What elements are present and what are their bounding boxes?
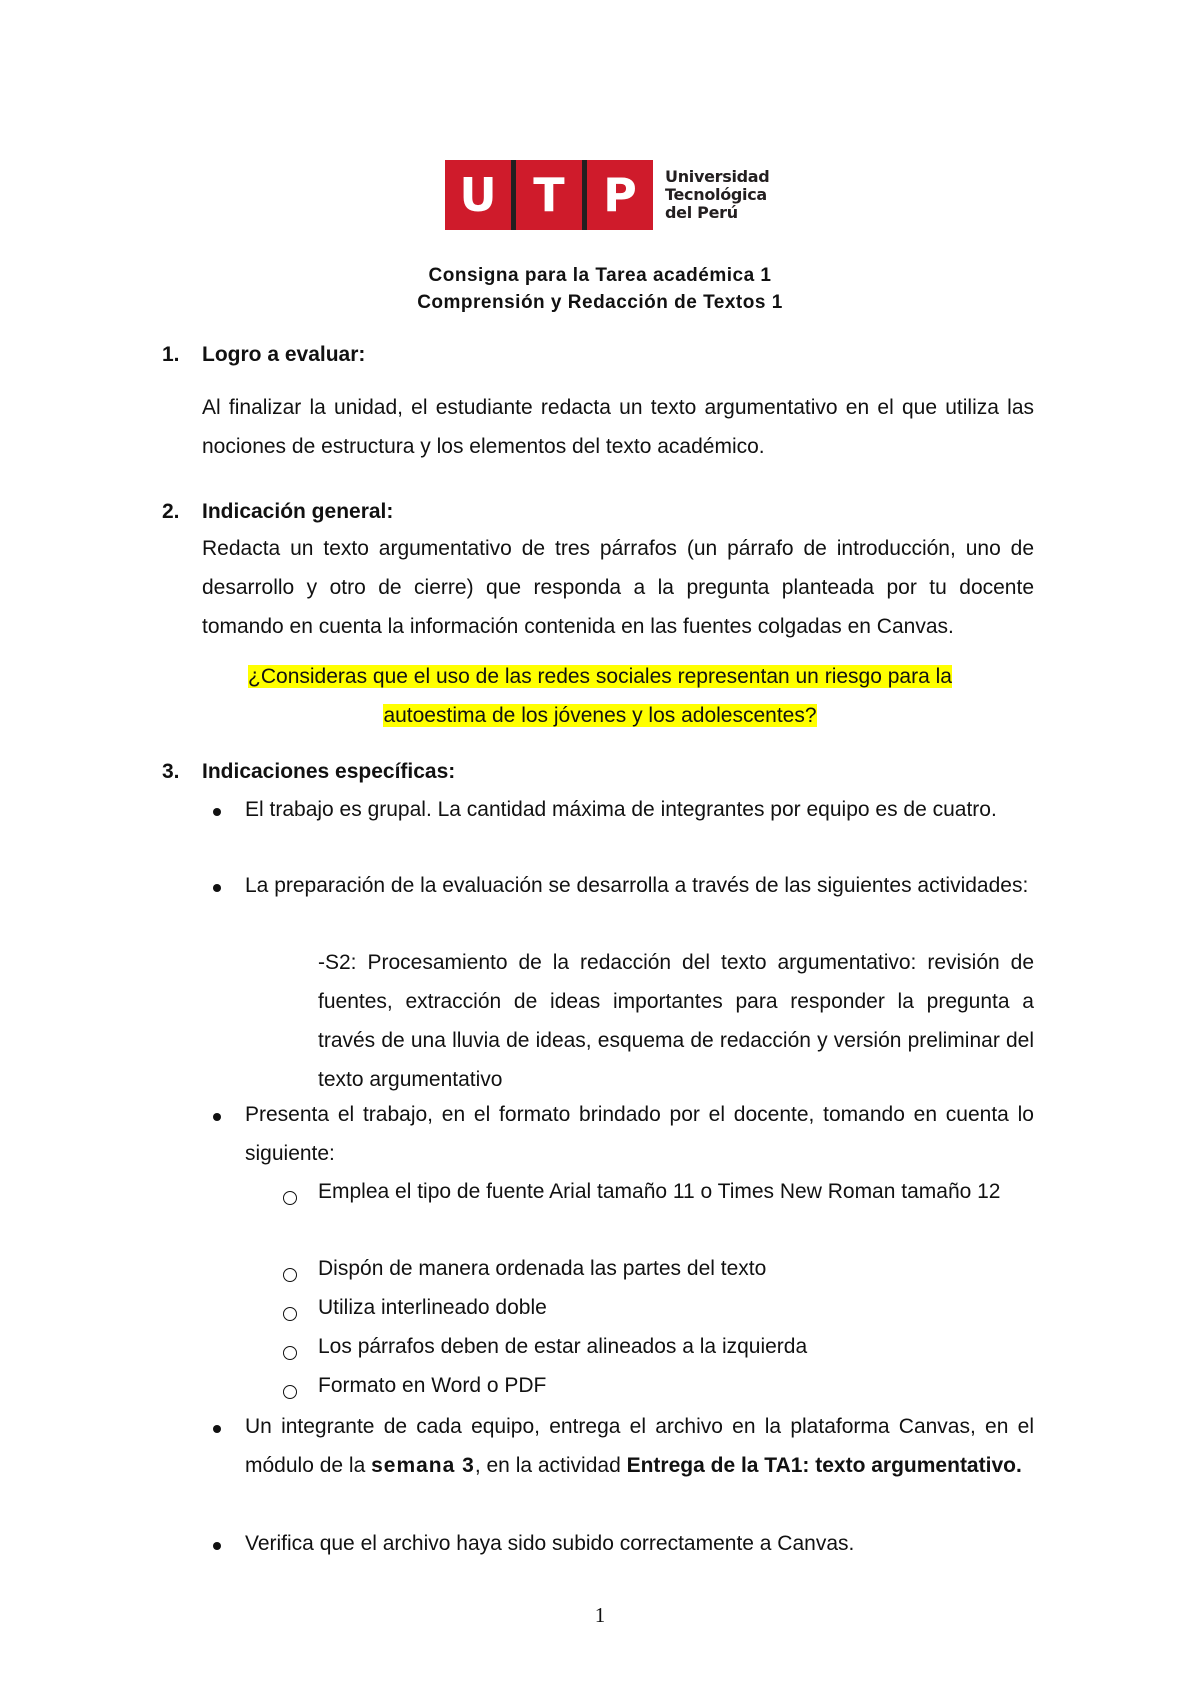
subitem-1: Emplea el tipo de fuente Arial tamaño 11 o Times New Roman tamaño 12 — [318, 1180, 1001, 1203]
circle-bullet-icon — [283, 1268, 297, 1282]
section-1-heading: Logro a evaluar: — [202, 343, 366, 366]
section-2-number: 2. — [162, 500, 180, 523]
bullet-item-5: Verifica que el archivo haya sido subido correctamente a Canvas. — [245, 1532, 855, 1555]
bullet-icon — [213, 884, 221, 892]
section-3-heading: Indicaciones específicas: — [202, 760, 456, 783]
document-subtitle: Comprensión y Redacción de Textos 1 — [417, 292, 783, 313]
utp-logo — [445, 160, 769, 230]
question-line-2 — [0, 696, 1200, 735]
bullet-4-text-a: Un integrante de cada equipo, entrega el archivo en la plataforma Canvas, en el módulo de la — [245, 1415, 1034, 1477]
activity-s2: -S2: Procesamiento de la redacción del texto argumentativo: revisión de fuentes, extracción de ideas importantes para responder la pregunta a través de una lluvia de ideas, esquema de redacción y versión preliminar del texto argumentativo — [318, 951, 1034, 1091]
section-2-heading: Indicación general: — [202, 500, 394, 523]
week-reference: semana 3 — [371, 1454, 475, 1477]
logo-wordmark — [665, 168, 769, 222]
section-2-text: Redacta un texto argumentativo de tres párrafos (un párrafo de introducción, uno de desarrollo y otro de cierre) que responda a la pregunta planteada por tu docente tomando en cuenta la información contenida en las fuentes colgadas en Canvas. — [202, 537, 1034, 638]
logo-letter-u: U — [459, 168, 497, 222]
question-line-1 — [0, 657, 1200, 696]
bullet-item-2: La preparación de la evaluación se desarrolla a través de las siguientes actividades: — [245, 874, 1029, 897]
bullet-icon — [213, 1542, 221, 1550]
question-highlight-1: ¿Consideras que el uso de las redes sociales representan un riesgo para la — [248, 665, 952, 688]
bullet-item-3: Presenta el trabajo, en el formato brindado por el docente, tomando en cuenta lo siguiente: — [245, 1103, 1034, 1165]
question-highlight-2: autoestima de los jóvenes y los adolescentes? — [383, 704, 817, 727]
activity-reference: Entrega de la TA1: texto argumentativo. — [626, 1454, 1022, 1477]
logo-line-3: del Perú — [665, 203, 738, 222]
bullet-4-text-b: , en la actividad — [474, 1454, 627, 1477]
subitem-3: Utiliza interlineado doble — [318, 1296, 547, 1319]
circle-bullet-icon — [283, 1385, 297, 1399]
bullet-icon — [213, 1425, 221, 1433]
circle-bullet-icon — [283, 1191, 297, 1205]
logo-letter-p: P — [582, 160, 653, 230]
page-number: 1 — [594, 1603, 606, 1627]
logo-line-2: Tecnológica — [665, 185, 767, 204]
logo-line-1: Universidad — [665, 167, 770, 186]
subitem-4: Los párrafos deben de estar alineados a la izquierda — [318, 1335, 808, 1358]
circle-bullet-icon — [283, 1307, 297, 1321]
bullet-item-4 — [245, 1407, 1034, 1485]
section-1-number: 1. — [162, 343, 180, 366]
bullet-icon — [213, 1113, 221, 1121]
section-3-number: 3. — [162, 760, 180, 783]
logo-letter-t: T — [511, 160, 582, 230]
document-title: Consigna para la Tarea académica 1 — [428, 265, 772, 286]
bullet-item-1: El trabajo es grupal. La cantidad máxima de integrantes por equipo es de cuatro. — [245, 798, 997, 821]
subitem-5: Formato en Word o PDF — [318, 1374, 547, 1397]
logo-mark — [445, 160, 653, 230]
subitem-2: Dispón de manera ordenada las partes del texto — [318, 1257, 767, 1280]
bullet-icon — [213, 808, 221, 816]
circle-bullet-icon — [283, 1346, 297, 1360]
section-1-text: Al finalizar la unidad, el estudiante redacta un texto argumentativo en el que utiliza las nociones de estructura y los elementos del texto académico. — [202, 396, 1034, 458]
